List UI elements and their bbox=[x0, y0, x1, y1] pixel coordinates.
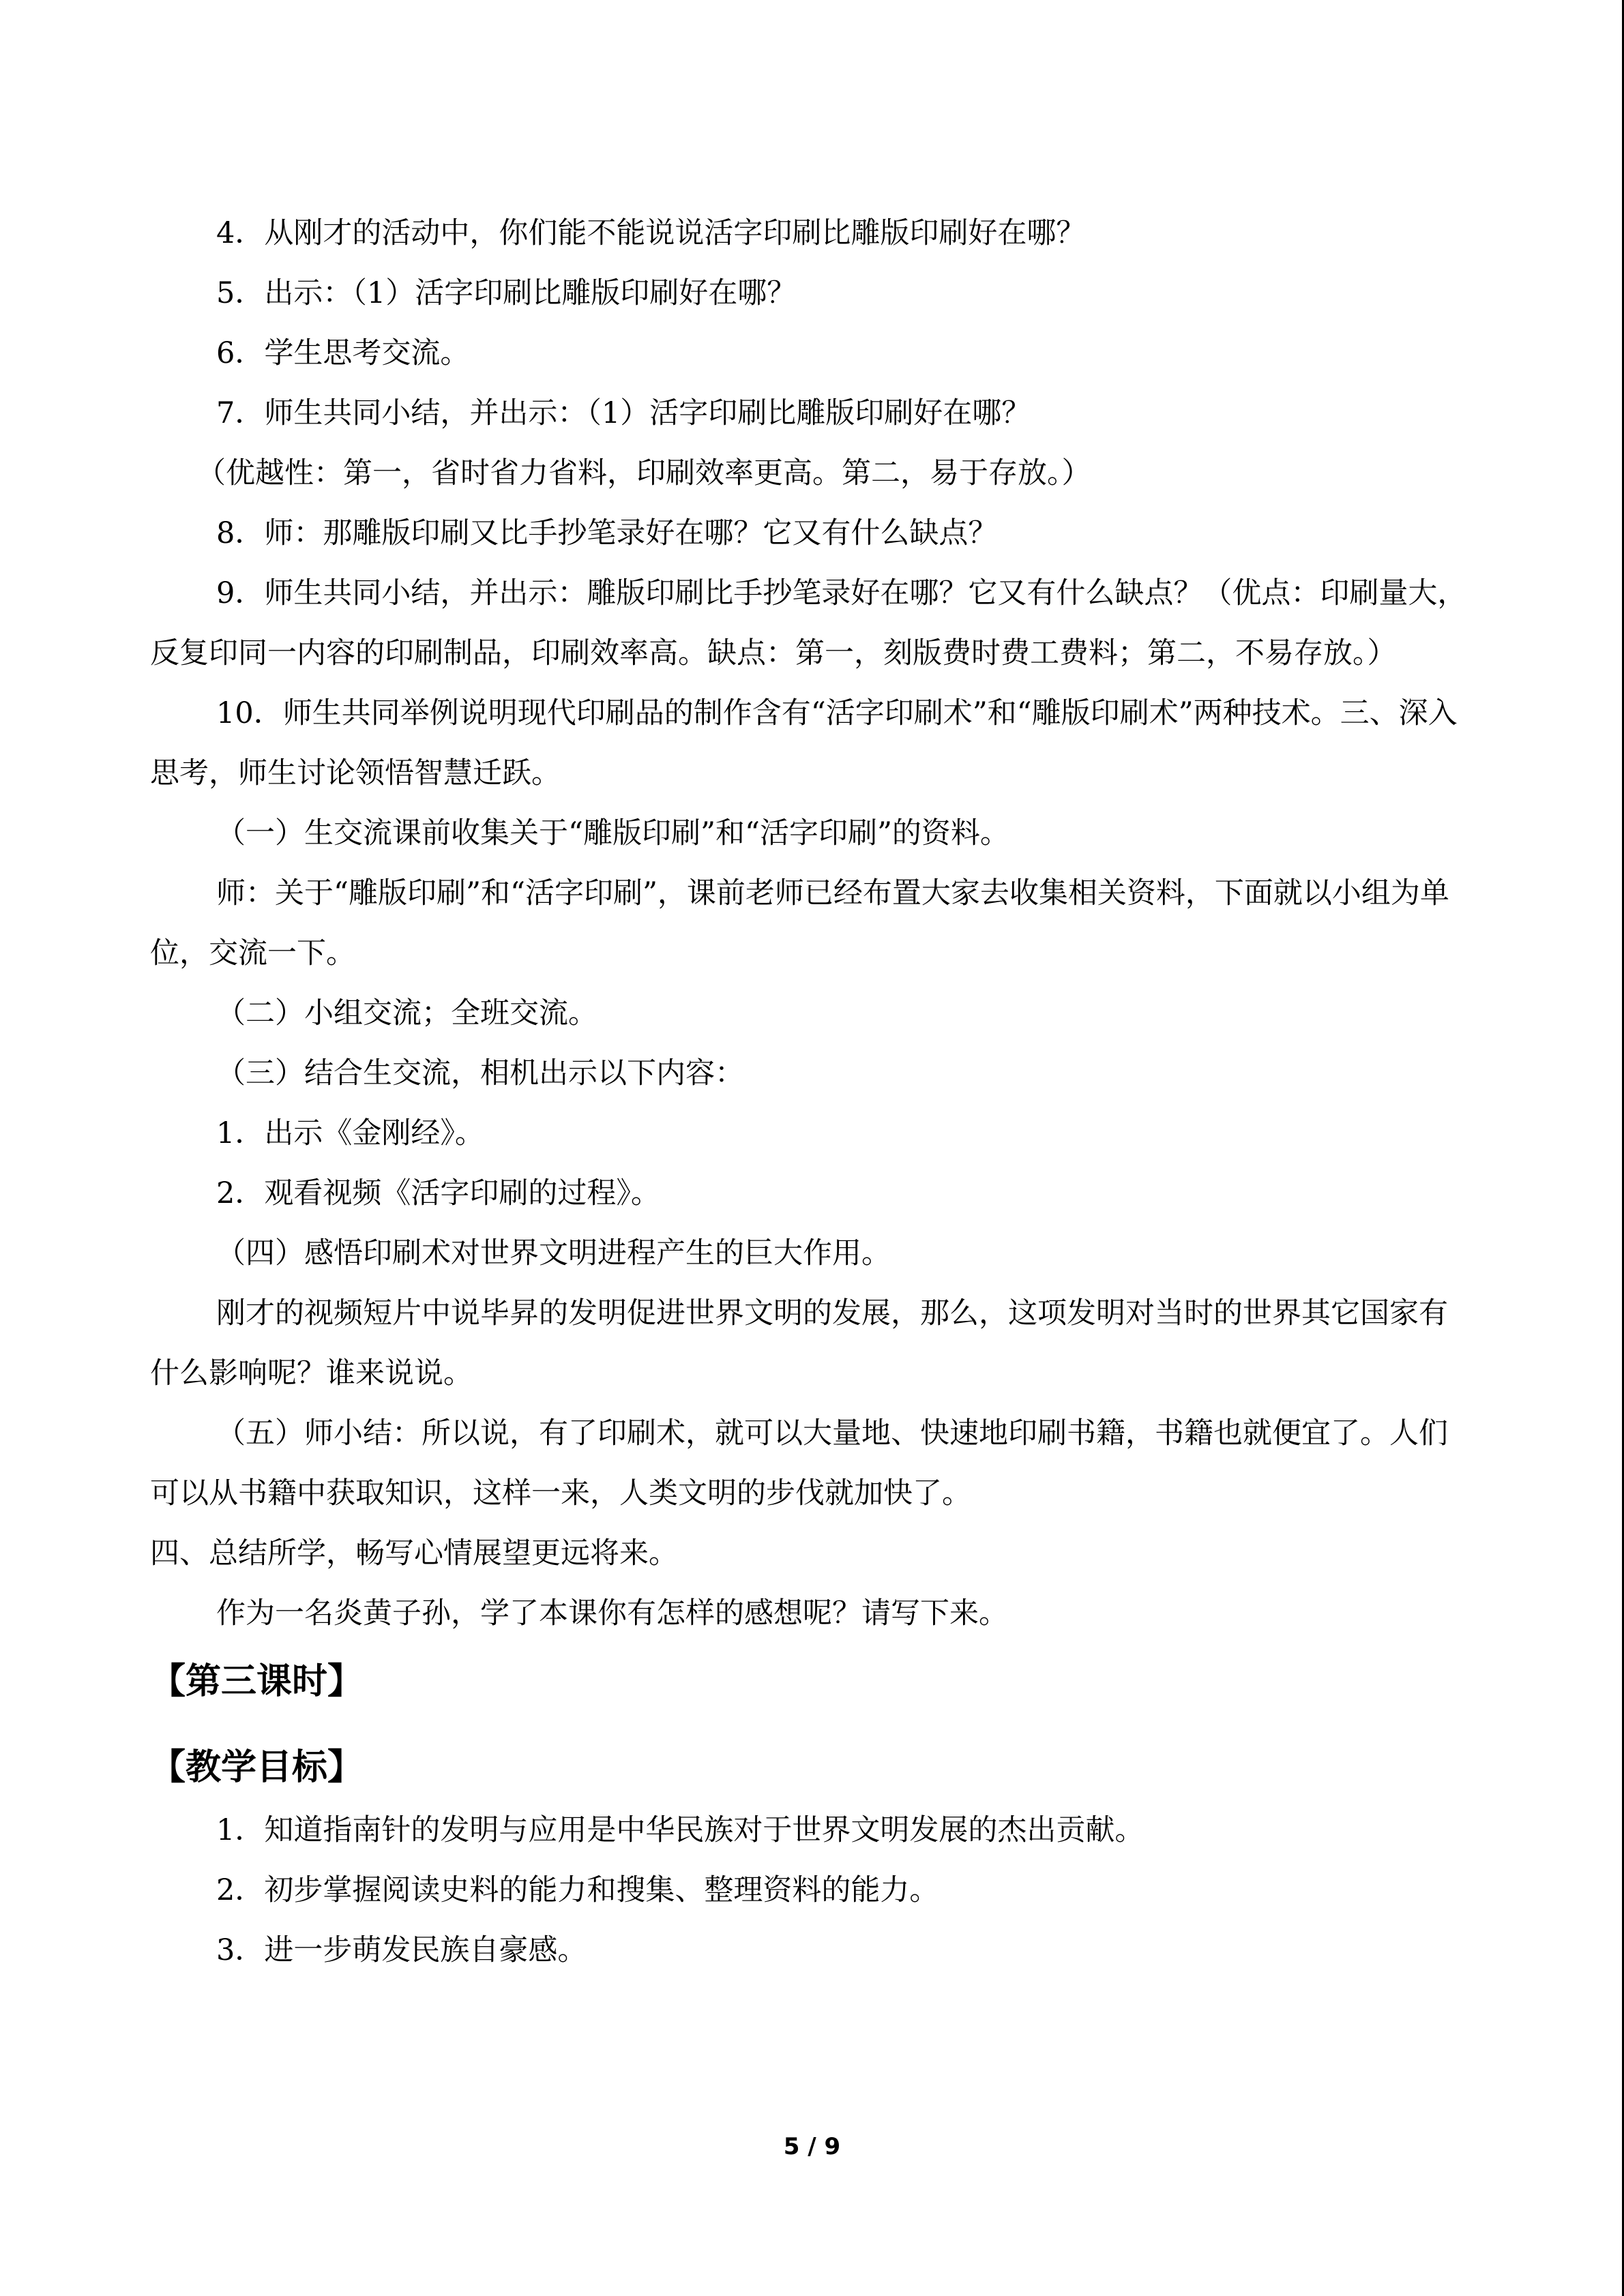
paragraph-step-4: 4．从刚才的活动中，你们能不能说说活字印刷比雕版印刷好在哪？ bbox=[216, 216, 1086, 250]
page-number: 5 / 9 bbox=[783, 2133, 841, 2160]
goal-item-1: 1．知道指南针的发明与应用是中华民族对于世界文明发展的杰出贡献。 bbox=[216, 1813, 1145, 1847]
paragraph-step-9: 9．师生共同小结，并出示：雕版印刷比手抄笔录好在哪？它又有什么缺点？（优点：印刷量大，反复印同一内容的印刷制品，印刷效率高。缺点：第一，刻版费时费工费料；第二，不易存放。） bbox=[150, 576, 1467, 670]
paragraph-part-4: （四）感悟印刷术对世界文明进程产生的巨大作用。 bbox=[216, 1236, 891, 1270]
paragraph-part-3: （三）结合生交流，相机出示以下内容： bbox=[216, 1056, 744, 1090]
paragraph-advantages: （优越性：第一，省时省力省料，印刷效率更高。第二，易于存放。） bbox=[196, 456, 1091, 490]
heading-third-lesson: 【第三课时】 bbox=[150, 1661, 364, 1702]
paragraph-part-1: （一）生交流课前收集关于“雕版印刷”和“活字印刷”的资料。 bbox=[216, 816, 1009, 850]
heading-teaching-goals: 【教学目标】 bbox=[150, 1747, 364, 1788]
paragraph-part-2: （二）小组交流；全班交流。 bbox=[216, 996, 597, 1030]
goal-item-3: 3．进一步萌发民族自豪感。 bbox=[216, 1933, 587, 1967]
paragraph-teacher-intro: 师：关于“雕版印刷”和“活字印刷”，课前老师已经布置大家去收集相关资料，下面就以小组为单位，交流一下。 bbox=[150, 876, 1449, 970]
paragraph-watch-video: 2．观看视频《活字印刷的过程》。 bbox=[216, 1176, 660, 1210]
goal-item-2: 2．初步掌握阅读史料的能力和搜集、整理资料的能力。 bbox=[216, 1873, 939, 1907]
paragraph-part-5: （五）师小结：所以说，有了印刷术，就可以大量地、快速地印刷书籍，书籍也就便宜了。人们可以从书籍中获取知识，这样一来，人类文明的步伐就加快了。 bbox=[150, 1416, 1448, 1510]
paragraph-step-8: 8．师：那雕版印刷又比手抄笔录好在哪？它又有什么缺点？ bbox=[216, 516, 998, 550]
paragraph-step-7: 7．师生共同小结，并出示：（1）活字印刷比雕版印刷好在哪？ bbox=[216, 396, 1031, 430]
paragraph-video-question: 刚才的视频短片中说毕昇的发明促进世界文明的发展，那么，这项发明对当时的世界其它国家有什么影响呢？谁来说说。 bbox=[150, 1296, 1448, 1390]
paragraph-step-10: 10．师生共同举例说明现代印刷品的制作含有“活字印刷术”和“雕版印刷术”两种技术。三、深入思考，师生讨论领悟智慧迁跃。 bbox=[150, 696, 1458, 790]
paragraph-summary-heading: 四、总结所学，畅写心情展望更远将来。 bbox=[150, 1536, 678, 1570]
paragraph-write-feelings: 作为一名炎黄子孙，学了本课你有怎样的感想呢？请写下来。 bbox=[216, 1596, 1008, 1630]
paragraph-show-sutra: 1．出示《金刚经》。 bbox=[216, 1116, 484, 1150]
paragraph-step-6: 6．学生思考交流。 bbox=[216, 336, 470, 370]
document-body bbox=[150, 203, 1477, 1980]
paragraph-step-5: 5．出示：（1）活字印刷比雕版印刷好在哪？ bbox=[216, 276, 797, 310]
